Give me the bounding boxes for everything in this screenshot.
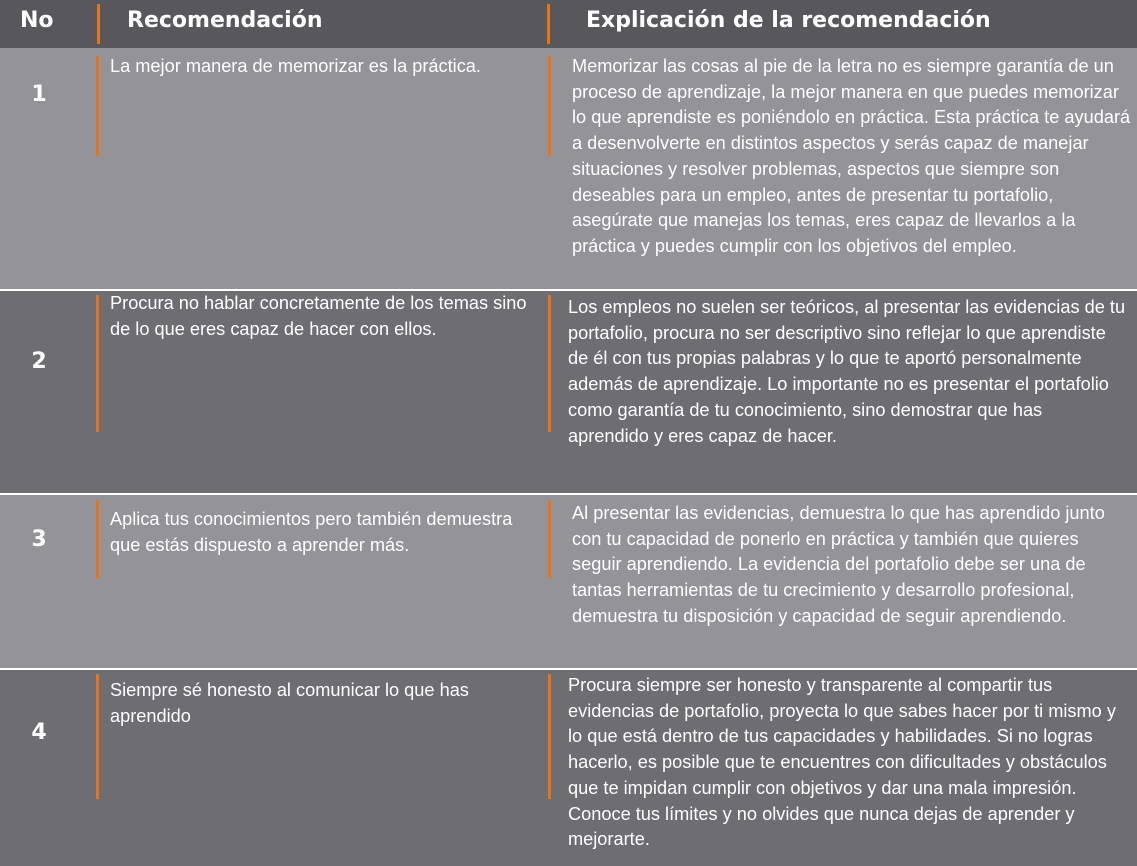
- row-number: 3: [31, 527, 47, 552]
- recommendation-text: Siempre sé honesto al comunicar lo que has aprendido: [110, 680, 469, 726]
- row-number: 4: [31, 720, 47, 745]
- header-explicacion: Explicación de la recomendación: [586, 8, 991, 33]
- column-divider: [548, 500, 551, 578]
- column-divider: [96, 674, 99, 799]
- header-no: No: [20, 8, 54, 33]
- recommendation-text: Procura no hablar concretamente de los temas sino de lo que eres capaz de hacer con ellos.: [110, 293, 527, 339]
- column-divider: [96, 295, 99, 432]
- header-recomendacion: Recomendación: [127, 8, 323, 33]
- table-row: [0, 48, 1137, 290]
- header-divider: [97, 4, 100, 44]
- header-divider: [547, 4, 550, 44]
- table-row: [0, 670, 1137, 866]
- table-row: [0, 291, 1137, 493]
- column-divider: [548, 674, 551, 799]
- explanation-text: Memorizar las cosas al pie de la letra no es siempre garantía de un proceso de aprendizaje, la mejor manera en que puedes memorizar lo que aprendiste es poniéndolo en práctica. Esta práctica te ayudará a desenvolverte en distintos aspectos y serás capaz de manejar situaciones y resolver problemas, aspectos que siempre son deseables para un empleo, antes de presentar tu portafolio, asegúrate que manejas los temas, eres capaz de llevarlos a la práctica y puedes cumplir con los objetivos del empleo.: [572, 56, 1131, 256]
- table-header: [0, 0, 1137, 48]
- explanation-text: Al presentar las evidencias, demuestra lo que has aprendido junto con tu capacidad de ponerlo en práctica y también que quieres seguir aprendiendo. La evidencia del portafolio debe ser una de tantas herramientas de tu crecimiento y desarrollo profesional, demuestra tu disposición y capacidad de seguir aprendiendo.: [572, 503, 1105, 626]
- recommendation-text: Aplica tus conocimientos pero también demuestra que estás dispuesto a aprender más.: [110, 509, 513, 555]
- explanation-text: Procura siempre ser honesto y transparente al compartir tus evidencias de portafolio, proyecta lo que sabes hacer por ti mismo y lo que está dentro de tus capacidades y habilidades. Si no logras hacerlo, es posible que te encuentres con dificultades y obstáculos que te impidan cumplir con objetivos y dar una mala impresión. Conoce tus límites y no olvides que nunca dejas de aprender y mejorarte.: [568, 675, 1116, 850]
- column-divider: [548, 56, 551, 156]
- row-number: 2: [31, 349, 47, 374]
- row-number: 1: [31, 82, 47, 107]
- table-row: [0, 495, 1137, 668]
- explanation-text: Los empleos no suelen ser teóricos, al presentar las evidencias de tu portafolio, procura no ser descriptivo sino reflejar lo que aprendiste de él con tus propias palabras y lo que te aportó personalmente además de aprendizaje. Lo importante no es presentar el portafolio como garantía de tu conocimiento, sino demostrar que has aprendido y eres capaz de hacer.: [568, 297, 1126, 446]
- column-divider: [96, 500, 99, 578]
- column-divider: [96, 56, 99, 156]
- recommendation-text: La mejor manera de memorizar es la práctica.: [110, 56, 481, 76]
- column-divider: [548, 295, 551, 432]
